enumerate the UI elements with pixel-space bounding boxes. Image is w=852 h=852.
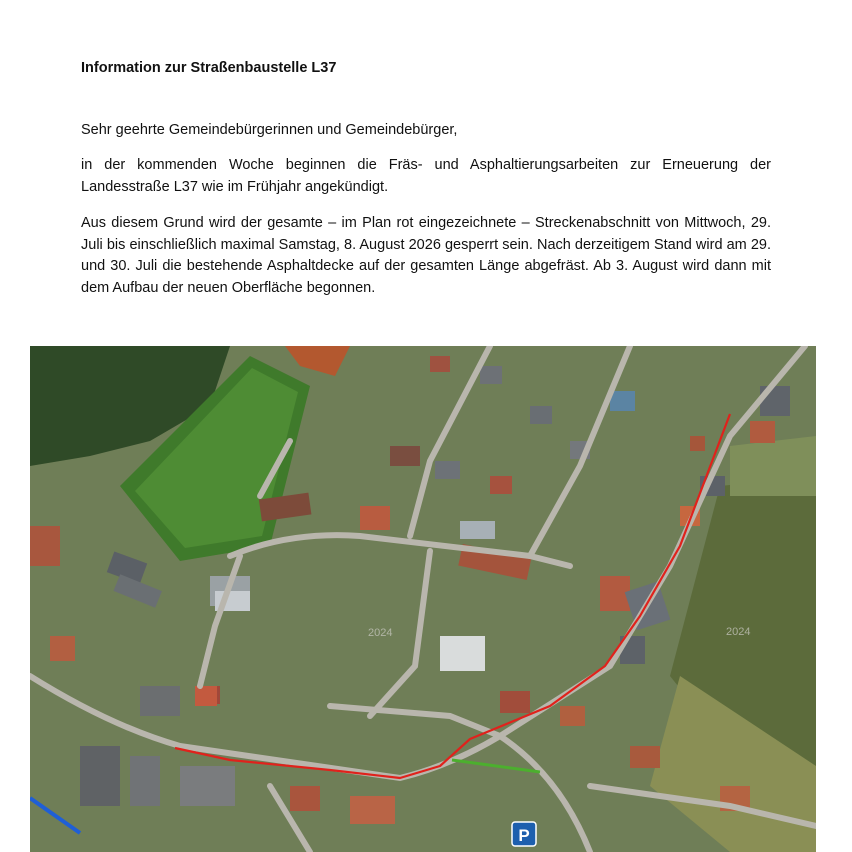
page-title: Information zur Straßenbaustelle L37 — [81, 60, 337, 76]
aerial-map — [30, 346, 816, 852]
paragraph-closure-details: Aus diesem Grund wird der gesamte – im Plan rot eingezeichnete – Streckenabschnitt von Mittwoch, 29. Juli bis einschließlich maximal Samstag, 8. August 2026 gesperrt sein. Nach derzeitigem Stand wird am 29. und 30. Juli die bestehende Asphaltdecke auf der gesamten Länge abgefräst. Ab 3. August wird dann mit dem Aufbau der neuen Oberfläche begonnen. — [81, 215, 771, 296]
field-label-left: 2024 — [368, 627, 393, 639]
aerial-map-image — [30, 346, 816, 852]
paragraph-announcement: in der kommenden Woche beginnen die Fräs- und Asphaltierungsarbeiten zur Erneuerung der Landesstraße L37 wie im Frühjahr angekündigt. — [81, 157, 771, 195]
salutation: Sehr geehrte Gemeindebürgerinnen und Gemeindebürger, — [81, 122, 458, 138]
svg-text:P: P — [518, 826, 530, 845]
field-label-right: 2024 — [726, 626, 751, 638]
parking-icon — [512, 822, 536, 846]
